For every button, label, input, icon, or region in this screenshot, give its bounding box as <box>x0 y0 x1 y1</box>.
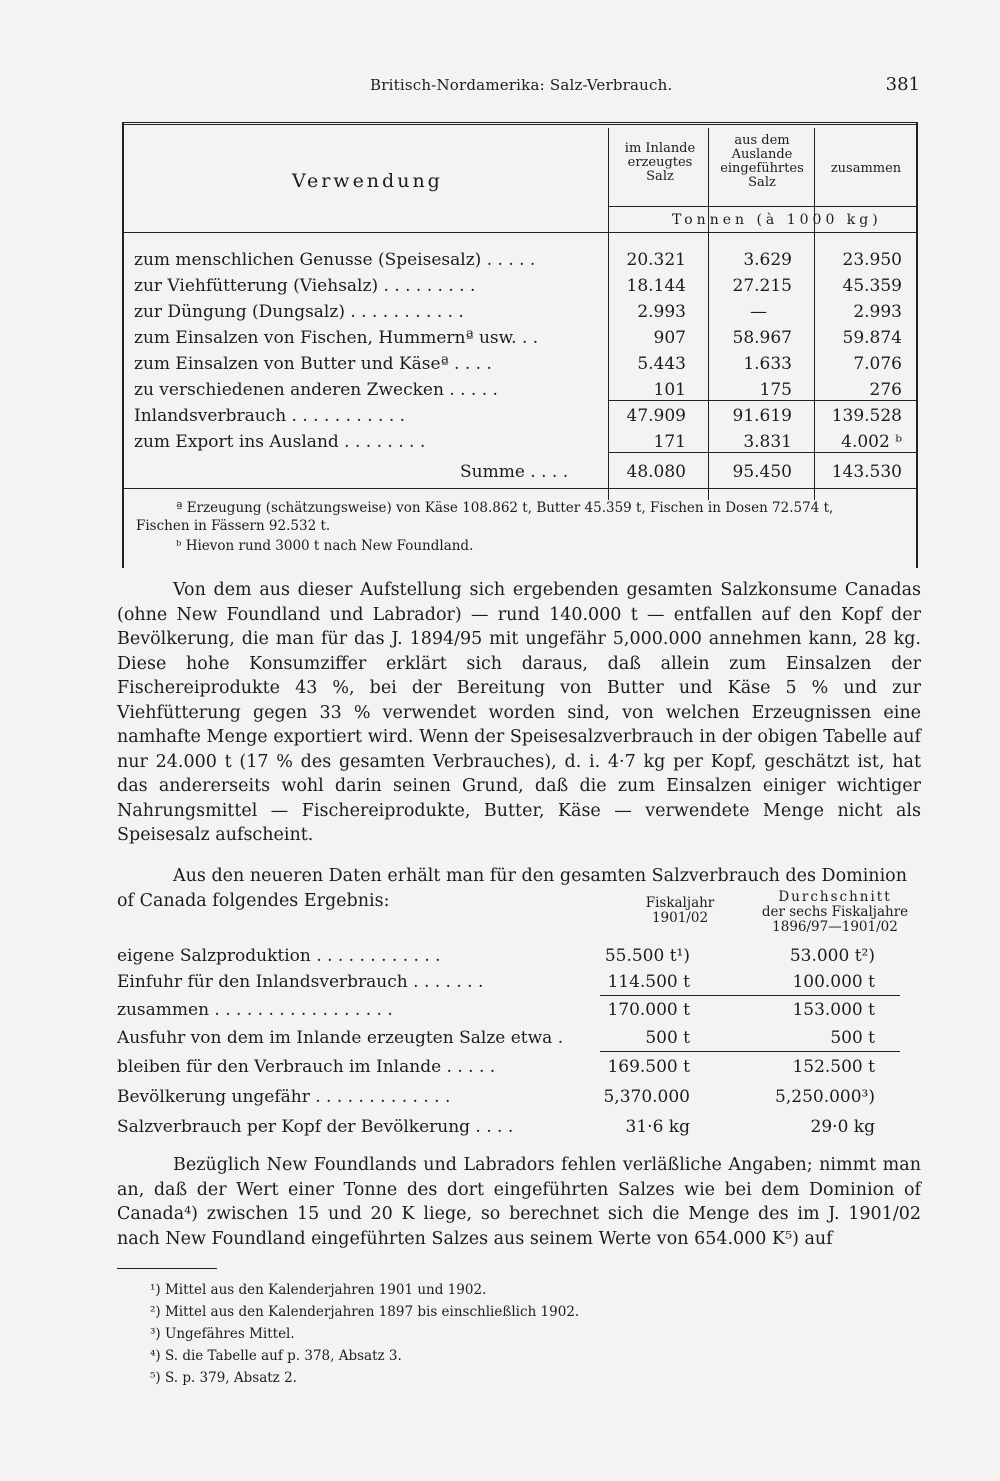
paragraph-1-text: Von dem aus dieser Aufstellung sich ergebenden gesamten Salzkonsume Canadas (ohne New Foundland und Labrador) — rund 140.000 t — entfallen auf den Kopf der Bevölkerung, die man für das J. 1894/95 mit ungefähr 5,000.000 annehmen kann, 28 kg. Diese hohe Konsumziffer erklärt sich daraus, daß allein zum Einsalzen der Fischereiprodukte 43 %, bei der Bereitung von Butter und Käse 5 % und zur Viehfütterung gegen 33 % verwendet worden sind, von welchen Erzeugnissen eine namhafte Menge exportiert wird. Wenn der Speisesalzverbrauch in der obigen Tabelle auf nur 24.000 t (17 % des gesamten Verbrauches), d. i. 4·7 kg per Kopf, geschätzt ist, hat das andererseits wohl darin seinen Grund, daß die zum Einsalzen einiger wichtiger Nahrungsmittel — Fischereiprodukte, Butter, Käse — verwendete Menge nicht als Speisesalz aufscheint. <box>117 580 921 845</box>
cell: 4.002 ᵇ <box>841 432 902 452</box>
col-header-inland <box>612 142 708 184</box>
cell: 171 <box>653 432 686 452</box>
t2-cell: 500 t <box>830 1028 875 1048</box>
cell: 95.450 <box>732 462 792 482</box>
col-header-ausland <box>710 134 814 190</box>
running-title: Britisch-Nordamerika: Salz-Verbrauch. <box>370 76 673 94</box>
table-bottom-rule <box>122 488 918 489</box>
cell: 143.530 <box>831 462 902 482</box>
row-label: zum menschlichen Genusse (Speisesalz) . . . . . <box>134 250 536 270</box>
table-footnote-b: ᵇ Hievon rund 3000 t nach New Foundland. <box>176 538 474 554</box>
table-footnote-a-cont: Fischen in Fässern 92.532 t. <box>136 518 331 534</box>
footnote-rule <box>117 1268 217 1269</box>
hdr-line: Fiskaljahr <box>645 895 715 911</box>
hdr-line: Durchschnitt <box>778 889 892 905</box>
t2-row-label: Salzverbrauch per Kopf der Bevölkerung . . . . <box>117 1117 514 1137</box>
cell: 20.321 <box>626 250 686 270</box>
row-label-summe: Summe . . . . <box>460 462 569 482</box>
cell: 91.619 <box>732 406 792 426</box>
t2-row-label: Ausfuhr von dem im Inlande erzeugten Salze etwa . <box>117 1028 564 1048</box>
paragraph-1 <box>117 578 921 848</box>
cell: 1.633 <box>743 354 792 374</box>
cell: 47.909 <box>626 406 686 426</box>
hdr-line: eingeführtes <box>720 161 804 176</box>
cell: 27.215 <box>732 276 792 296</box>
t2-header-durchschnitt <box>755 890 915 935</box>
row-label: zum Einsalzen von Fischen, Hummernª usw. . . <box>134 328 539 348</box>
footnote: ¹) Mittel aus den Kalenderjahren 1901 und 1902. <box>150 1282 487 1298</box>
row-label: zur Düngung (Dungsalz) . . . . . . . . . . . <box>134 302 464 322</box>
cell: 7.076 <box>853 354 902 374</box>
cell: 101 <box>653 380 686 400</box>
footnote: ²) Mittel aus den Kalenderjahren 1897 bis einschließlich 1902. <box>150 1304 580 1320</box>
row-label: zum Export ins Ausland . . . . . . . . <box>134 432 426 452</box>
hdr-line: Salz <box>748 175 776 190</box>
t2-cell: 169.500 t <box>607 1057 690 1077</box>
row-label: Inlandsverbrauch . . . . . . . . . . . <box>134 406 406 426</box>
col-header-verwendung: Verwendung <box>292 170 443 192</box>
sum-rule <box>608 452 918 453</box>
cell: 18.144 <box>626 276 686 296</box>
t2-cell: 114.500 t <box>607 972 690 992</box>
t2-row-label: Einfuhr für den Inlandsverbrauch . . . . . . . <box>117 972 484 992</box>
table-left-rule <box>122 122 124 568</box>
t2-cell: 29·0 kg <box>810 1117 875 1137</box>
header-rule <box>122 232 918 233</box>
hdr-line: im Inlande <box>624 141 696 156</box>
row-label: zur Viehfütterung (Viehsalz) . . . . . . . . . <box>134 276 476 296</box>
t2-cell: 31·6 kg <box>625 1117 690 1137</box>
t2-rule-2 <box>600 1051 900 1052</box>
cell: 276 <box>869 380 902 400</box>
cell: 3.831 <box>743 432 792 452</box>
hdr-line: 1896/97—1901/02 <box>772 919 898 935</box>
t2-cell: 500 t <box>645 1028 690 1048</box>
cell: 2.993 <box>853 302 902 322</box>
cell: 5.443 <box>637 354 686 374</box>
paragraph-2-line2: of Canada folgendes Ergebnis: <box>117 890 390 911</box>
t2-header-fiskaljahr <box>620 896 740 926</box>
t2-cell: 152.500 t <box>792 1057 875 1077</box>
footnote: ⁵) S. p. 379, Absatz 2. <box>150 1370 297 1386</box>
cell: 907 <box>653 328 686 348</box>
footnote: ³) Ungefähres Mittel. <box>150 1326 295 1342</box>
table-right-rule <box>916 122 918 568</box>
t2-cell: 100.000 t <box>792 972 875 992</box>
paragraph-3 <box>117 1153 921 1251</box>
table-footnote-a: ª Erzeugung (schätzungsweise) von Käse 108.862 t, Butter 45.359 t, Fischen in Dosen 72.574 t, <box>176 500 834 516</box>
cell: 45.359 <box>842 276 902 296</box>
row-label: zu verschiedenen anderen Zwecken . . . . . <box>134 380 498 400</box>
row-label: zum Einsalzen von Butter und Käseª . . . . <box>134 354 492 374</box>
subtotal-rule <box>608 400 918 401</box>
cell: 23.950 <box>842 250 902 270</box>
t2-row-label: Bevölkerung ungefähr . . . . . . . . . . . . . <box>117 1087 451 1107</box>
paragraph-2-line1: Aus den neueren Daten erhält man für den gesamten Salzverbrauch des Dominion <box>173 866 907 886</box>
t2-cell: 55.500 t¹) <box>604 946 690 966</box>
cell: — <box>750 302 767 322</box>
t2-row-label: zusammen . . . . . . . . . . . . . . . . . <box>117 1000 393 1020</box>
unit-rule <box>608 206 918 207</box>
cell: 3.629 <box>743 250 792 270</box>
col-header-zusammen: zusammen <box>830 161 902 176</box>
t2-rule-1 <box>600 995 900 996</box>
footnote: ⁴) S. die Tabelle auf p. 378, Absatz 3. <box>150 1348 402 1364</box>
page-number: 381 <box>885 74 920 95</box>
hdr-line: der sechs Fiskaljahre <box>761 904 909 920</box>
paragraph-3-text: Bezüglich New Foundlands und Labradors fehlen verläßliche Angaben; nimmt man an, daß der Wert einer Tonne des dort eingeführten Salzes wie bei dem Dominion of Canada⁴) zwischen 15 und 20 K liege, so berechnet sich die Menge des im J. 1901/02 nach New Foundland eingeführten Salzes aus seinem Werte von 654.000 K⁵) auf <box>117 1155 921 1249</box>
t2-cell: 5,370.000 <box>603 1087 690 1107</box>
cell: 139.528 <box>831 406 902 426</box>
t2-cell: 153.000 t <box>792 1000 875 1020</box>
cell: 2.993 <box>637 302 686 322</box>
cell: 175 <box>759 380 792 400</box>
t2-row-label: bleiben für den Verbrauch im Inlande . . . . . <box>117 1057 496 1077</box>
cell: 48.080 <box>626 462 686 482</box>
cell: 59.874 <box>842 328 902 348</box>
table-top-rule <box>122 122 918 125</box>
t2-cell: 5,250.000³) <box>775 1087 875 1107</box>
hdr-line: Auslande <box>731 147 793 162</box>
hdr-line: 1901/02 <box>651 910 709 926</box>
t2-row-label: eigene Salzproduktion . . . . . . . . . . . . <box>117 946 441 966</box>
hdr-line: aus dem <box>734 133 790 148</box>
unit-header: Tonnen (à 1000 kg) <box>672 212 882 228</box>
hdr-line: erzeugtes <box>627 155 693 170</box>
hdr-line: Salz <box>646 169 674 184</box>
consumption-table <box>122 122 918 568</box>
t2-cell: 53.000 t²) <box>789 946 875 966</box>
t2-cell: 170.000 t <box>607 1000 690 1020</box>
cell: 58.967 <box>732 328 792 348</box>
